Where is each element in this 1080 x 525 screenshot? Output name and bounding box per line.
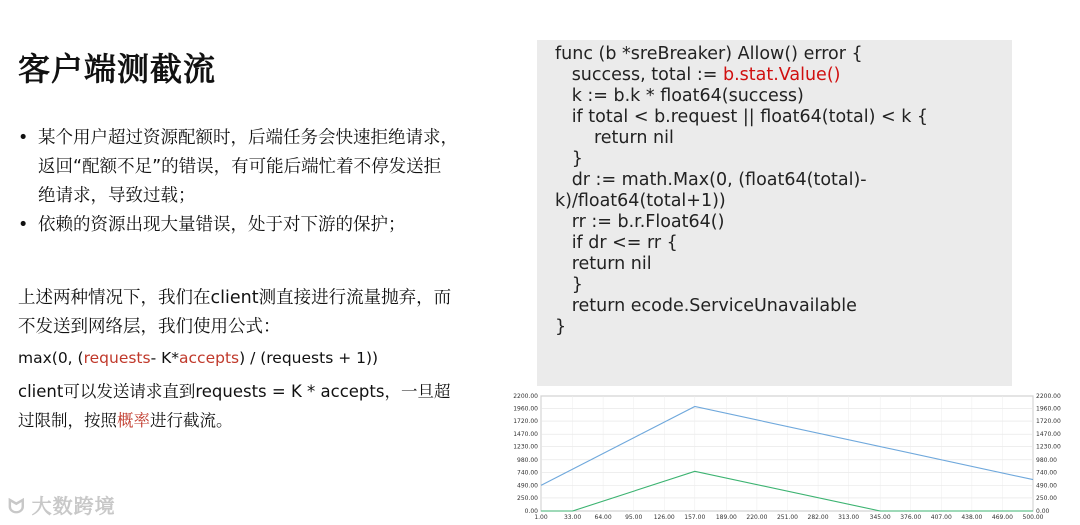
x-tick-label: 220.00 [746,514,768,521]
code-text: success, total := [555,65,723,85]
code-line: return nil [555,254,652,274]
y-tick-label-left: 1720.00 [513,418,538,426]
bullet-text: 依赖的资源出现大量错误，处于对下游的保护； [38,215,406,235]
formula-part: - K* [150,349,180,367]
y-tick-label-right: 980.00 [1036,456,1057,464]
y-tick-label-right: 0.00 [1036,508,1050,515]
bullet-list [18,124,458,240]
code-line: dr := math.Max(0, (float64(total)- [555,170,867,190]
x-tick-label: 282.00 [807,514,829,521]
bullet-item [18,211,458,240]
code-line: func (b *sreBreaker) Allow() error { [555,44,863,64]
y-tick-label-right: 1470.00 [1036,431,1061,439]
y-tick-label-right: 1230.00 [1036,443,1061,451]
x-tick-label: 33.00 [563,514,582,521]
y-tick-label-left: 2200.00 [513,393,538,400]
x-tick-label: 407.00 [930,514,952,521]
line-chart [506,390,1080,525]
series-line-1 [541,407,1033,486]
y-tick-label-left: 490.00 [517,482,538,490]
x-tick-label: 251.00 [776,514,798,521]
code-line: rr := b.r.Float64() [555,212,725,232]
logo-text: 大数跨境 [31,494,116,518]
x-tick-label: 157.00 [684,514,706,521]
x-tick-label: 95.00 [625,514,643,521]
formula-part: max(0, ( [18,349,84,367]
y-tick-label-right: 490.00 [1036,482,1057,490]
bullet-marker: • [18,215,29,235]
x-tick-label: 1.00 [534,514,548,521]
limit-text-end: 进行截流。 [150,411,233,430]
y-tick-label-left: 1960.00 [513,405,538,413]
code-line: } [555,317,567,337]
x-tick-label: 189.00 [715,514,737,521]
x-tick-label: 313.00 [838,514,860,521]
y-tick-label-right: 1720.00 [1036,418,1061,426]
y-tick-label-right: 740.00 [1036,469,1057,477]
limit-paragraph [18,377,458,435]
code-line: k := b.k * float64(success) [555,86,804,106]
x-tick-label: 469.00 [991,514,1013,521]
code-line: if dr <= rr { [555,233,678,253]
x-tick-label: 345.00 [869,514,891,521]
formula-requests: requests [83,349,151,367]
bullet-marker: • [18,128,29,148]
code-line: } [555,149,583,169]
x-tick-label: 376.00 [900,514,922,521]
limit-text: client可以发送请求直到requests = K * accepts，一旦超过限制，按照 [18,382,451,430]
explanation-paragraph: 上述两种情况下，我们在client测直接进行流量抛弃，而不发送到网络层，我们使用公式： [18,288,452,337]
x-tick-label: 126.00 [653,514,675,521]
page-title: 客户端测截流 [18,50,217,88]
y-tick-label-left: 250.00 [517,494,538,502]
bullet-text: 某个用户超过资源配额时，后端任务会快速拒绝请求，返回“配额不足”的错误，有可能后端忙着不停发送拒绝请求，导致过载； [38,128,458,206]
code-line: return nil [555,128,674,148]
code-line: if total < b.request || float64(total) < k { [555,107,929,127]
formula-accepts: accepts [179,349,240,367]
y-tick-label-right: 1960.00 [1036,405,1061,413]
x-tick-label: 500.00 [1022,514,1044,521]
code-line: k)/float64(total+1)) [555,191,726,211]
series-line-2 [541,471,1033,511]
x-tick-label: 438.00 [961,514,983,521]
logo-icon: ᗢ [8,494,26,518]
brand-logo [8,490,116,519]
y-tick-label-right: 250.00 [1036,494,1057,502]
y-tick-label-left: 1230.00 [513,443,538,451]
formula-part: ) / (requests + 1)) [239,349,379,367]
y-tick-label-left: 740.00 [517,469,538,477]
probability-text: 概率 [117,411,150,430]
code-highlight: b.stat.Value() [722,65,841,85]
code-line: } [555,275,583,295]
bullet-item [18,124,458,211]
y-tick-label-right: 2200.00 [1036,393,1061,400]
code-line [555,65,1002,86]
y-tick-label-left: 1470.00 [513,431,538,439]
formula [18,346,378,370]
code-line: return ecode.ServiceUnavailable [555,296,857,316]
y-tick-label-left: 0.00 [524,508,538,515]
plot-frame [541,396,1033,511]
y-tick-label-left: 980.00 [517,456,538,464]
x-tick-label: 64.00 [594,514,612,521]
code-block [537,40,1012,386]
